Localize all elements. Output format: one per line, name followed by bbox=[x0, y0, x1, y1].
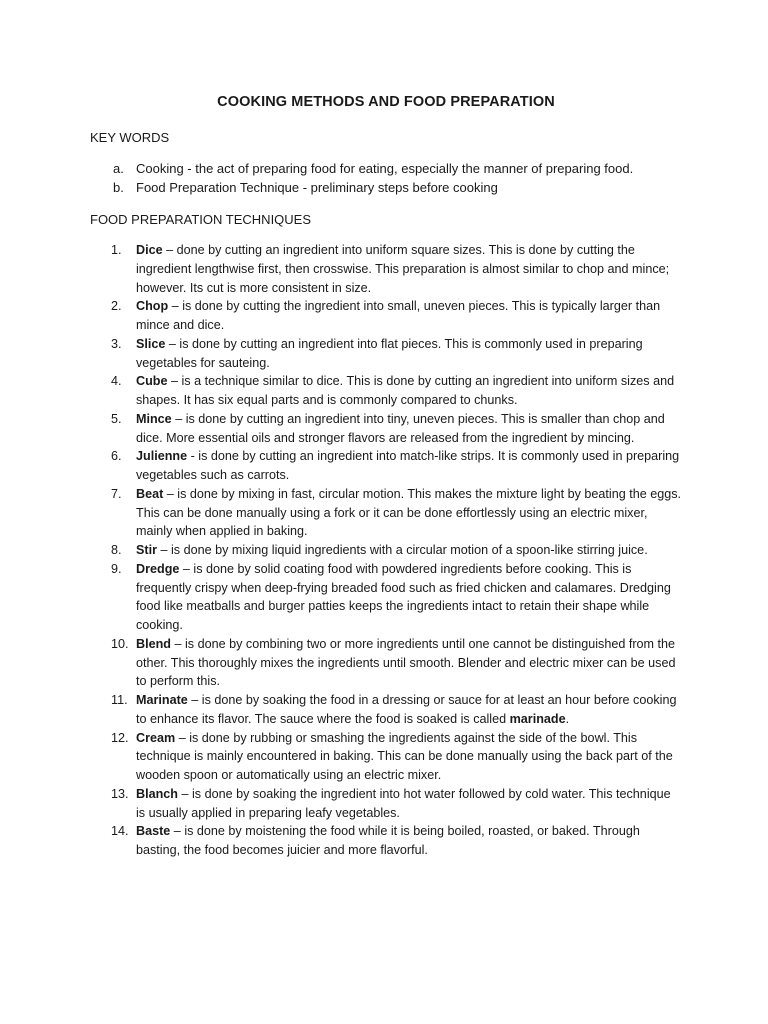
technique-item bbox=[90, 635, 682, 691]
technique-description bbox=[136, 447, 682, 485]
technique-text: – is done by soaking the food in a dressing or sauce for at least an hour before cooking to enhance its flavor. The sauce where the food is soaked is called bbox=[136, 693, 677, 726]
technique-number: 8. bbox=[111, 543, 122, 557]
technique-item bbox=[90, 785, 682, 823]
technique-term: Slice bbox=[136, 336, 166, 351]
technique-text: – is done by mixing in fast, circular motion. This makes the mixture light by beating the eggs. This can be done manually using a fork or it can be done effortlessly using an electric mixer, mainly when applied in baking. bbox=[136, 486, 682, 539]
technique-number: 3. bbox=[111, 336, 122, 351]
technique-text: – done by cutting an ingredient into uniform square sizes. This is done by cutting the ingredient lengthwise first, then crosswise. This preparation is almost similar to chop and mince; however. Its cut is more consistent in size. bbox=[136, 243, 670, 295]
technique-item bbox=[90, 822, 682, 860]
technique-text: – is done by mixing liquid ingredients with a circular motion of a spoon-like stirring juice. bbox=[157, 543, 648, 557]
technique-term: Stir bbox=[136, 543, 157, 557]
technique-item bbox=[90, 560, 682, 635]
technique-description bbox=[136, 785, 682, 823]
technique-number: 12. bbox=[111, 730, 129, 745]
technique-description bbox=[136, 241, 682, 297]
technique-number: 10. bbox=[111, 636, 129, 651]
technique-number: 13. bbox=[111, 786, 129, 801]
technique-item bbox=[90, 410, 682, 448]
technique-number: 1. bbox=[111, 243, 122, 257]
technique-description bbox=[136, 485, 682, 541]
technique-description bbox=[136, 729, 682, 785]
key-words-heading: KEY WORDS bbox=[90, 130, 170, 145]
technique-description bbox=[136, 541, 682, 560]
technique-term: Blanch bbox=[136, 786, 178, 801]
technique-item bbox=[90, 447, 682, 485]
document-title: COOKING METHODS AND FOOD PREPARATION bbox=[217, 94, 555, 110]
technique-item bbox=[90, 691, 682, 729]
key-word-text: Food Preparation Technique - preliminary steps before cooking bbox=[136, 180, 498, 195]
technique-bold-term: marinade bbox=[509, 711, 566, 726]
technique-tail: . bbox=[565, 711, 570, 726]
technique-text: - is done by cutting an ingredient into match-like strips. It is commonly used in preparing vegetables such as carrots. bbox=[136, 449, 680, 482]
technique-term: Blend bbox=[136, 636, 171, 651]
technique-description bbox=[136, 372, 682, 410]
technique-text: – is done by cutting an ingredient into flat pieces. This is commonly used in preparing vegetables for sauteing. bbox=[136, 336, 643, 370]
technique-item bbox=[90, 335, 682, 373]
key-words-list bbox=[90, 159, 682, 197]
technique-text: – is done by soaking the ingredient into hot water followed by cold water. This technique is usually applied in preparing leafy vegetables. bbox=[136, 786, 671, 820]
technique-term: Mince bbox=[136, 411, 172, 426]
technique-number: 14. bbox=[111, 824, 129, 839]
technique-number: 5. bbox=[111, 411, 122, 426]
technique-term: Marinate bbox=[136, 693, 188, 707]
technique-text: – is done by cutting the ingredient into small, uneven pieces. This is typically larger than mince and dice. bbox=[136, 299, 661, 332]
technique-text: – is done by cutting an ingredient into tiny, uneven pieces. This is smaller than chop and dice. More essential oils and stronger flavors are released from the ingredient by mincing. bbox=[136, 411, 665, 445]
technique-term: Dice bbox=[136, 243, 163, 257]
technique-item bbox=[90, 297, 682, 335]
technique-description bbox=[136, 635, 682, 691]
technique-item bbox=[90, 372, 682, 410]
list-marker: b. bbox=[113, 180, 124, 195]
technique-term: Cube bbox=[136, 374, 168, 389]
technique-description bbox=[136, 691, 682, 729]
technique-item bbox=[90, 541, 682, 560]
technique-text: – is done by moistening the food while it is being boiled, roasted, or baked. Through basting, the food becomes juicier and more flavorful. bbox=[136, 824, 640, 857]
technique-description bbox=[136, 410, 682, 448]
technique-term: Cream bbox=[136, 730, 176, 745]
key-word-item bbox=[90, 159, 682, 178]
key-word-item bbox=[90, 178, 682, 197]
list-marker: a. bbox=[113, 161, 124, 176]
technique-description bbox=[136, 822, 682, 860]
technique-number: 11. bbox=[111, 693, 128, 707]
technique-number: 9. bbox=[111, 561, 122, 576]
technique-term: Baste bbox=[136, 824, 171, 839]
technique-description bbox=[136, 560, 682, 635]
technique-number: 7. bbox=[111, 486, 122, 501]
technique-text: – is done by combining two or more ingredients until one cannot be distinguished from the other. This thoroughly mixes the ingredients until smooth. Blender and electric mixer can be used to perform this. bbox=[136, 636, 676, 689]
technique-text: – is done by solid coating food with powdered ingredients before cooking. This is frequently crispy when deep-frying breaded food such as fried chicken and calamares. Dredging food like meatballs and burger patties keeps the ingredients intact to retain their shape while cooking. bbox=[136, 561, 671, 632]
technique-number: 4. bbox=[111, 374, 122, 389]
technique-item bbox=[90, 729, 682, 785]
key-word-text: Cooking - the act of preparing food for eating, especially the manner of preparing food. bbox=[136, 161, 634, 176]
technique-item bbox=[90, 241, 682, 297]
technique-item bbox=[90, 485, 682, 541]
technique-term: Beat bbox=[136, 486, 164, 501]
techniques-list bbox=[90, 241, 682, 860]
technique-description bbox=[136, 335, 682, 373]
technique-term: Julienne bbox=[136, 449, 188, 464]
technique-term: Chop bbox=[136, 299, 169, 314]
technique-text: – is a technique similar to dice. This is done by cutting an ingredient into uniform sizes and shapes. It has six equal parts and is commonly compared to chunks. bbox=[136, 374, 675, 407]
technique-text: – is done by rubbing or smashing the ingredients against the side of the bowl. This technique is mainly encountered in baking. This can be done manually using the back part of the wooden spoon or automatically using an electric mixer. bbox=[136, 730, 673, 782]
technique-description bbox=[136, 297, 682, 335]
technique-number: 2. bbox=[111, 299, 122, 314]
techniques-heading: FOOD PREPARATION TECHNIQUES bbox=[90, 212, 312, 227]
technique-term: Dredge bbox=[136, 561, 180, 576]
technique-number: 6. bbox=[111, 449, 122, 464]
